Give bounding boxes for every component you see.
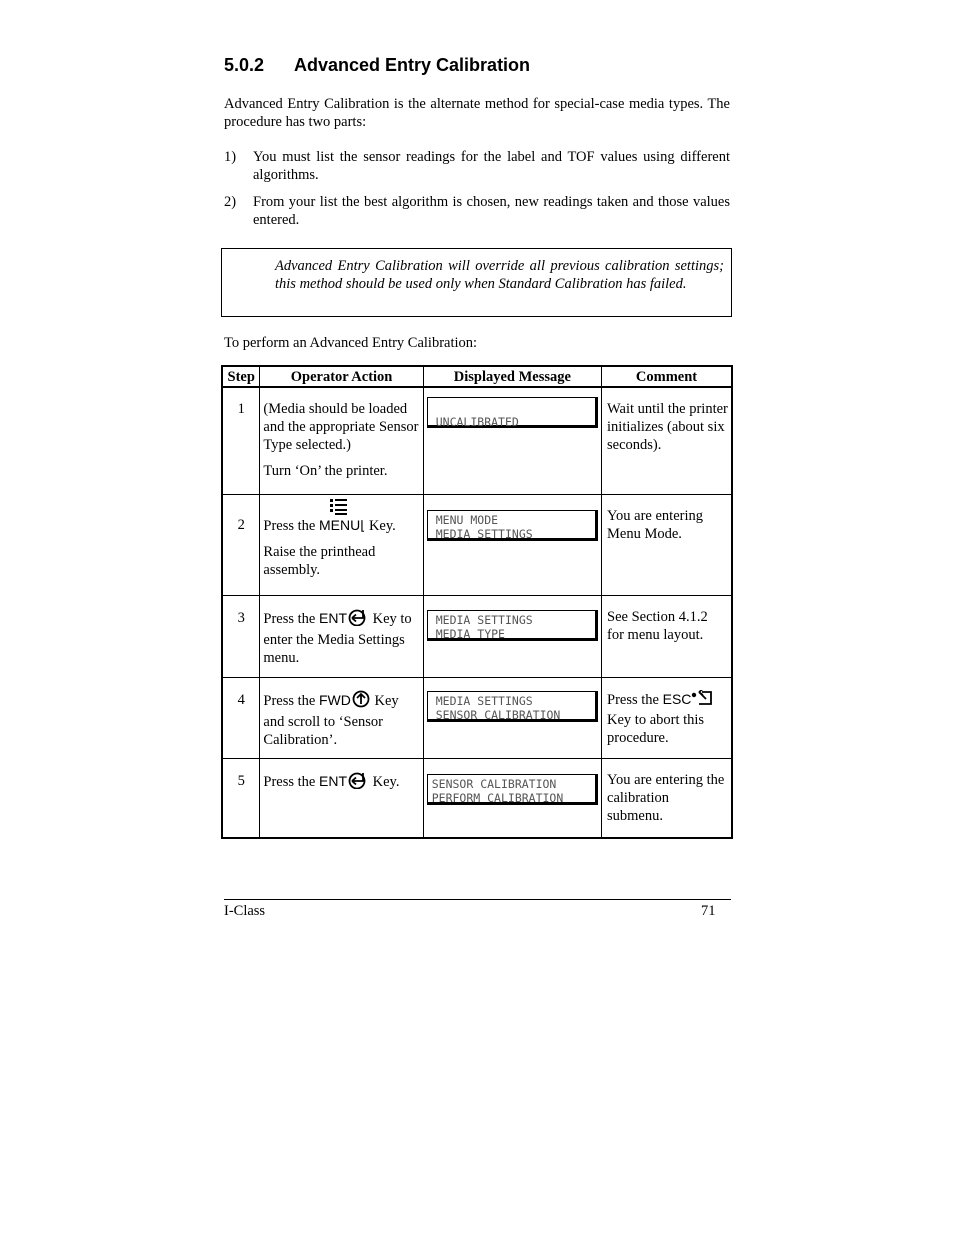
lcd-display xyxy=(427,397,598,428)
comment: See Section 4.1.2 for menu layout. xyxy=(602,595,732,677)
procedure-intro: To perform an Advanced Entry Calibration: xyxy=(224,335,478,351)
up-arrow-icon xyxy=(351,690,371,713)
comment-text: Press the xyxy=(607,691,659,708)
lcd-display xyxy=(427,510,598,541)
enter-arrow-icon xyxy=(347,608,369,631)
lcd-line: PERFORM CALIBRATION xyxy=(431,790,564,805)
column-header-comment: Comment xyxy=(602,366,732,387)
menu-key-label: MENU xyxy=(319,516,361,533)
footer-rule xyxy=(224,899,731,900)
lcd-line: MEDIA SETTINGS xyxy=(435,693,533,708)
action-text: Raise the printhead assembly. xyxy=(263,543,376,578)
enter-arrow-icon xyxy=(347,771,369,794)
page-number: 71 xyxy=(701,903,716,919)
table-row xyxy=(222,758,732,838)
lcd-line: MENU MODE xyxy=(435,512,499,527)
displayed-message xyxy=(423,494,601,595)
operator-action xyxy=(260,387,423,494)
table-row xyxy=(222,387,732,494)
comment: You are entering the calibration submenu. xyxy=(602,758,732,838)
action-text: (Media should be loaded and the appropriate Sensor Type selected.) xyxy=(263,401,419,453)
lcd-display xyxy=(427,610,598,641)
displayed-message xyxy=(423,387,601,494)
action-text: Turn ‘On’ the printer. xyxy=(263,463,388,479)
displayed-message xyxy=(423,595,601,677)
section-title: Advanced Entry Calibration xyxy=(294,55,531,75)
list-marker: 2) xyxy=(224,194,237,210)
table-header-row xyxy=(222,366,732,387)
operator-action xyxy=(260,595,423,677)
action-text: Key to enter the Media Settings menu. xyxy=(263,610,412,666)
table-row xyxy=(222,494,732,595)
note-box xyxy=(221,248,732,317)
list-item xyxy=(224,148,730,184)
ent-key-label: ENT xyxy=(319,772,347,789)
action-text: Press the xyxy=(263,692,316,709)
note-text: Advanced Entry Calibration will override all previous calibration settings; this method should be used only when Standard Calibration has failed. xyxy=(275,258,724,292)
lcd-line: SENSOR CALIBRATION xyxy=(435,707,561,722)
action-text: Key. xyxy=(372,773,400,790)
list-marker: 1) xyxy=(224,149,237,165)
lcd-display xyxy=(427,774,598,805)
operator-action xyxy=(260,758,423,838)
lcd-line: UNCALIBRATED xyxy=(435,415,519,429)
lcd-display xyxy=(427,691,598,722)
comment: You are entering Menu Mode. xyxy=(602,494,732,595)
comment: Wait until the printer initializes (about six seconds). xyxy=(602,387,732,494)
list-item xyxy=(224,193,730,229)
operator-action xyxy=(260,677,423,758)
esc-key-label: ESC xyxy=(662,690,692,707)
step-number: 5 xyxy=(222,758,260,838)
step-number: 4 xyxy=(222,677,260,758)
section-heading xyxy=(224,55,530,76)
fwd-key-label: FWD xyxy=(319,691,351,708)
intro-paragraph: Advanced Entry Calibration is the alternate method for special-case media types. The procedure has two parts: xyxy=(224,96,730,130)
step-number: 3 xyxy=(222,595,260,677)
column-header-step: Step xyxy=(222,366,260,387)
lcd-line: MEDIA TYPE xyxy=(435,626,505,641)
displayed-message xyxy=(423,758,601,838)
column-header-action: Operator Action xyxy=(260,366,423,387)
footer-product: I-Class xyxy=(224,903,266,919)
action-text: Press the xyxy=(263,610,316,627)
action-text: Key and scroll to ‘Sensor Calibration’. xyxy=(263,692,399,748)
escape-icon xyxy=(691,690,715,711)
step-number: 1 xyxy=(222,387,260,494)
table-row xyxy=(222,677,732,758)
table-row xyxy=(222,595,732,677)
step-number: 2 xyxy=(222,494,260,595)
list-text: From your list the best algorithm is chosen, new readings taken and those values entered. xyxy=(253,194,730,228)
operator-action xyxy=(260,494,423,595)
ent-key-label: ENT xyxy=(319,609,347,626)
action-text: Press the xyxy=(263,517,316,534)
comment xyxy=(602,677,732,758)
key-bracket-icon: ⌊ xyxy=(360,517,366,533)
action-text: Press the xyxy=(263,773,316,790)
lcd-line: MEDIA SETTINGS xyxy=(435,526,533,541)
column-header-message: Displayed Message xyxy=(423,366,601,387)
menu-list-icon xyxy=(263,498,420,516)
lcd-line: SENSOR CALIBRATION xyxy=(431,776,557,791)
procedure-table xyxy=(221,365,733,839)
displayed-message xyxy=(423,677,601,758)
section-number: 5.0.2 xyxy=(224,55,265,75)
comment-text: Key to abort this procedure. xyxy=(607,711,705,746)
action-text: Key. xyxy=(368,517,396,534)
list-text: You must list the sensor readings for the label and TOF values using different algorithms. xyxy=(253,149,730,183)
lcd-line: MEDIA SETTINGS xyxy=(435,612,533,627)
